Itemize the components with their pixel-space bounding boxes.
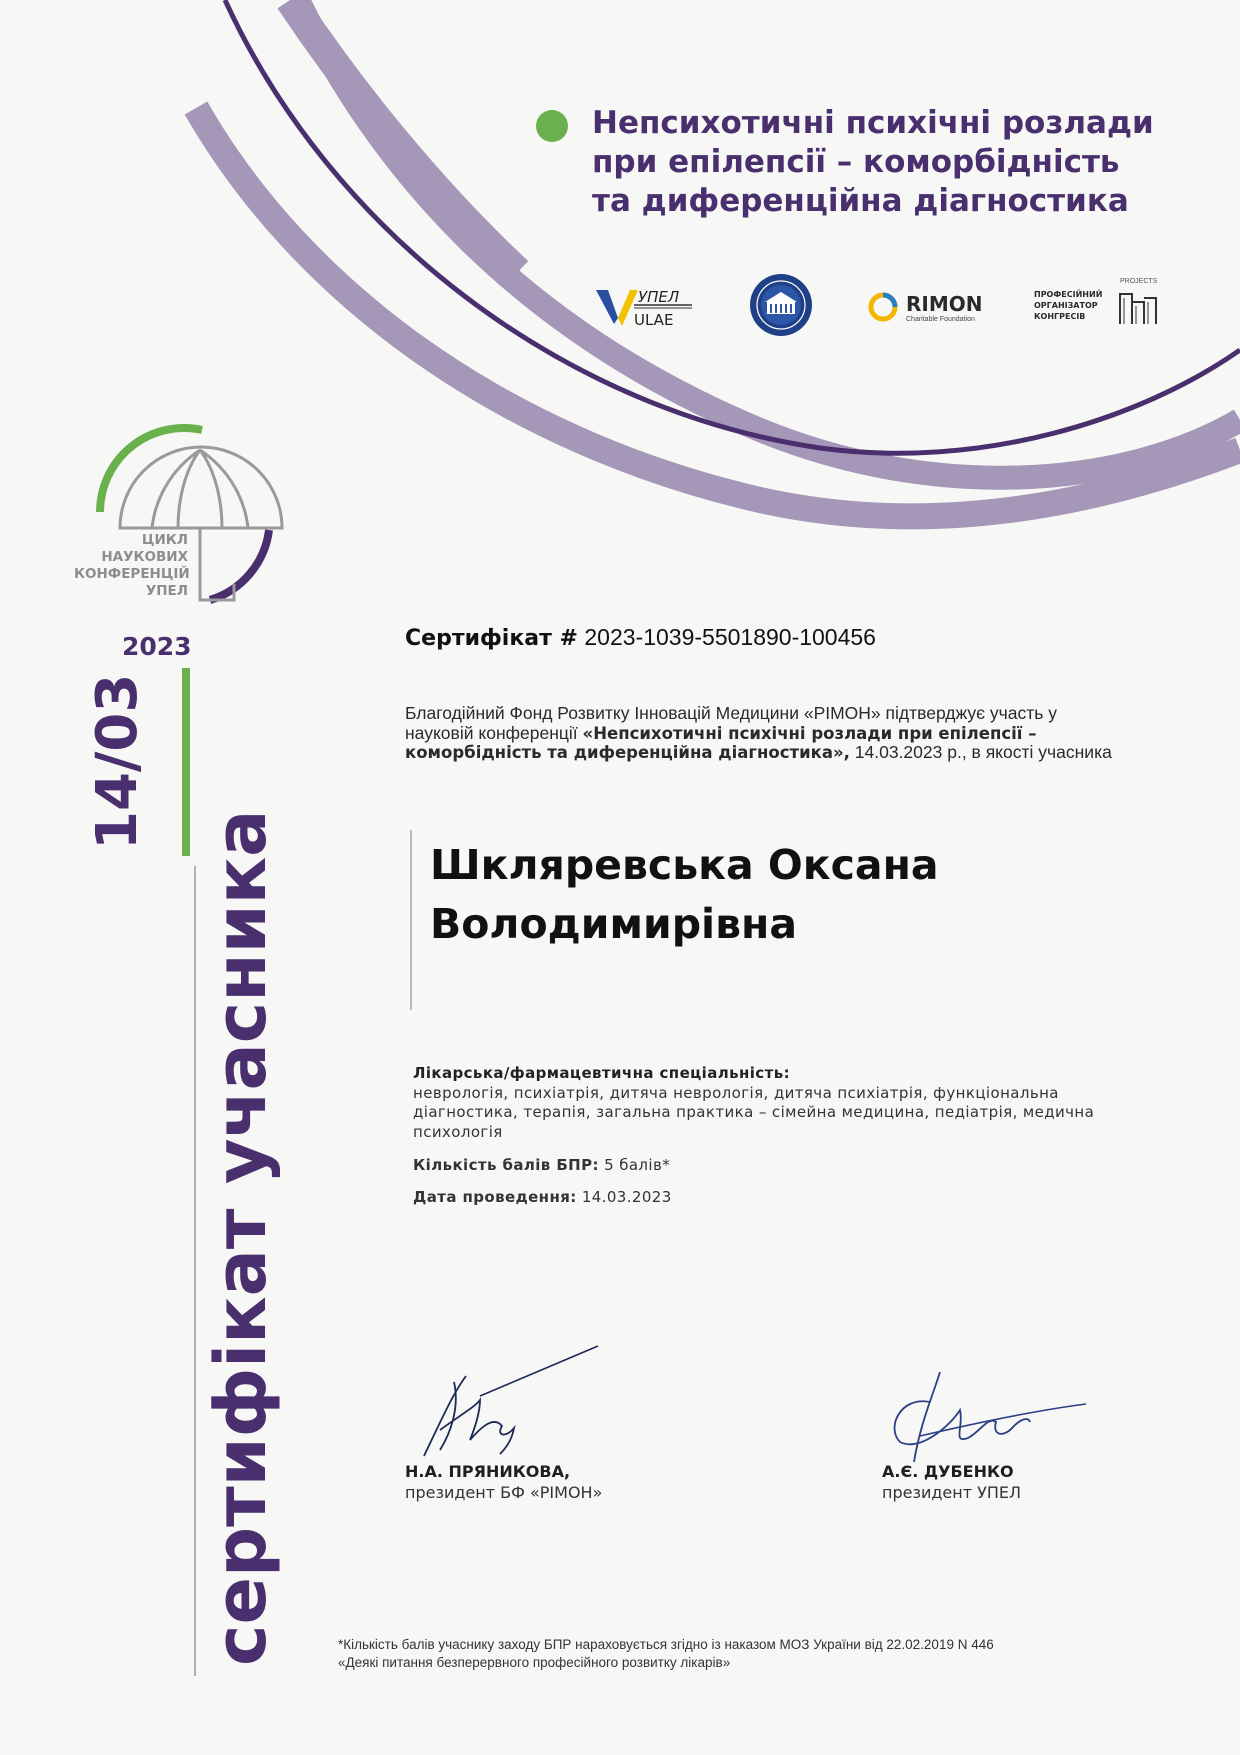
- organizer-line: КОНГРЕСІВ: [1034, 312, 1086, 321]
- university-seal-logo: [748, 272, 814, 342]
- lilac-band-short: [290, 0, 518, 272]
- intro-text: Благодійний Фонд Розвитку Інновацій Медицини «РІМОН» підтверджує участь у науковій конференції: [405, 703, 1058, 743]
- signatory-1-role: президент БФ «РІМОН»: [405, 1483, 603, 1502]
- side-divider: [194, 866, 196, 1676]
- certificate-number: [405, 624, 876, 651]
- signatory-2-name: А.Є. ДУБЕНКО: [882, 1462, 1014, 1481]
- conference-title-line: та диференційна діагностика: [592, 183, 1129, 219]
- points-value: 5 балів*: [604, 1156, 671, 1174]
- participant-name-line: Шкляревська Оксана: [430, 841, 939, 889]
- points-row: [413, 1156, 670, 1174]
- organizer-text: [1034, 289, 1102, 322]
- organizer-brand: PROJECTS: [1120, 278, 1158, 285]
- conference-date-vertical: 14/03: [85, 673, 150, 850]
- purple-arc: [225, 0, 1240, 453]
- cycle-line: ЦИКЛ: [141, 532, 188, 548]
- conference-title-line: при епілепсії – коморбідність: [592, 144, 1120, 180]
- participant-name-line: Володимирівна: [430, 900, 798, 948]
- certificate-number-value: 2023-1039-5501890-100456: [584, 624, 876, 650]
- date-label: Дата проведення:: [413, 1188, 577, 1206]
- conference-title-inline: «Непсихотичні психічні розлади при епілепсії – коморбідність та диференційна діагностика»,: [405, 723, 1037, 762]
- points-label: Кількість балів БПР:: [413, 1156, 599, 1174]
- lilac-band-outer: [298, 0, 1240, 478]
- date-row: [413, 1188, 672, 1206]
- footnote-line: «Деякі питання безперервного професійного розвитку лікарів»: [338, 1655, 731, 1670]
- conference-dot: [536, 110, 568, 142]
- rimon-logo: [866, 272, 986, 342]
- signatory-1-name: Н.А. ПРЯНИКОВА,: [405, 1462, 571, 1481]
- upel-top-text: УПЕЛ: [638, 288, 680, 306]
- footnote-line: *Кількість балів учаснику заходу БПР нараховується згідно із наказом МОЗ України від 22.02.2019 N 446: [338, 1637, 994, 1652]
- intro-tail: 14.03.2023 р., в якості учасника: [854, 742, 1112, 762]
- cycle-line: КОНФЕРЕНЦІЙ: [74, 566, 190, 582]
- upel-logo-icon: [594, 272, 694, 342]
- specialty-block: [413, 1064, 1133, 1142]
- footnote: [338, 1636, 1218, 1672]
- rimon-name: RIMON: [906, 292, 983, 316]
- name-divider: [410, 830, 412, 1010]
- cycle-logo-text: [74, 532, 188, 600]
- organizer-line: ПРОФЕСІЙНИЙ: [1034, 290, 1103, 299]
- date-accent-bar: [182, 668, 190, 856]
- certificate-number-label: Сертифікат #: [405, 626, 578, 651]
- signature-2-image: [880, 1366, 1100, 1470]
- seal-icon: [748, 272, 814, 338]
- organizer-monogram-icon: [1116, 288, 1162, 328]
- conference-year: 2023: [122, 632, 192, 661]
- organizer-line: ОРГАНІЗАТОР: [1034, 301, 1098, 310]
- signatory-2-role: президент УПЕЛ: [882, 1483, 1022, 1502]
- upel-logo: [594, 272, 694, 342]
- cycle-line: НАУКОВИХ: [101, 549, 188, 565]
- conference-title-line: Непсихотичні психічні розлади: [592, 105, 1154, 141]
- certificate-intro: [405, 704, 1125, 763]
- cycle-line: УПЕЛ: [145, 583, 188, 599]
- participant-name: [430, 836, 1150, 954]
- rimon-subtitle: Charitable Foundation: [906, 316, 975, 323]
- rimon-ring-icon: [866, 290, 900, 324]
- upel-bottom-text: ULAE: [634, 311, 674, 329]
- date-value: 14.03.2023: [581, 1188, 672, 1206]
- certificate-label-vertical: сертифікат учасника: [200, 809, 282, 1666]
- signature-1-image: [410, 1330, 610, 1470]
- specialty-label: Лікарська/фармацевтична спеціальність:: [413, 1064, 790, 1082]
- organizer-logo: [1034, 272, 1164, 342]
- conference-title: [592, 104, 1192, 221]
- specialty-value: неврологія, психіатрія, дитяча неврологія, дитяча психіатрія, функціональна діагностика, терапія, загальна практика – сімейна медицина, педіатрія, медична психологія: [413, 1083, 1095, 1141]
